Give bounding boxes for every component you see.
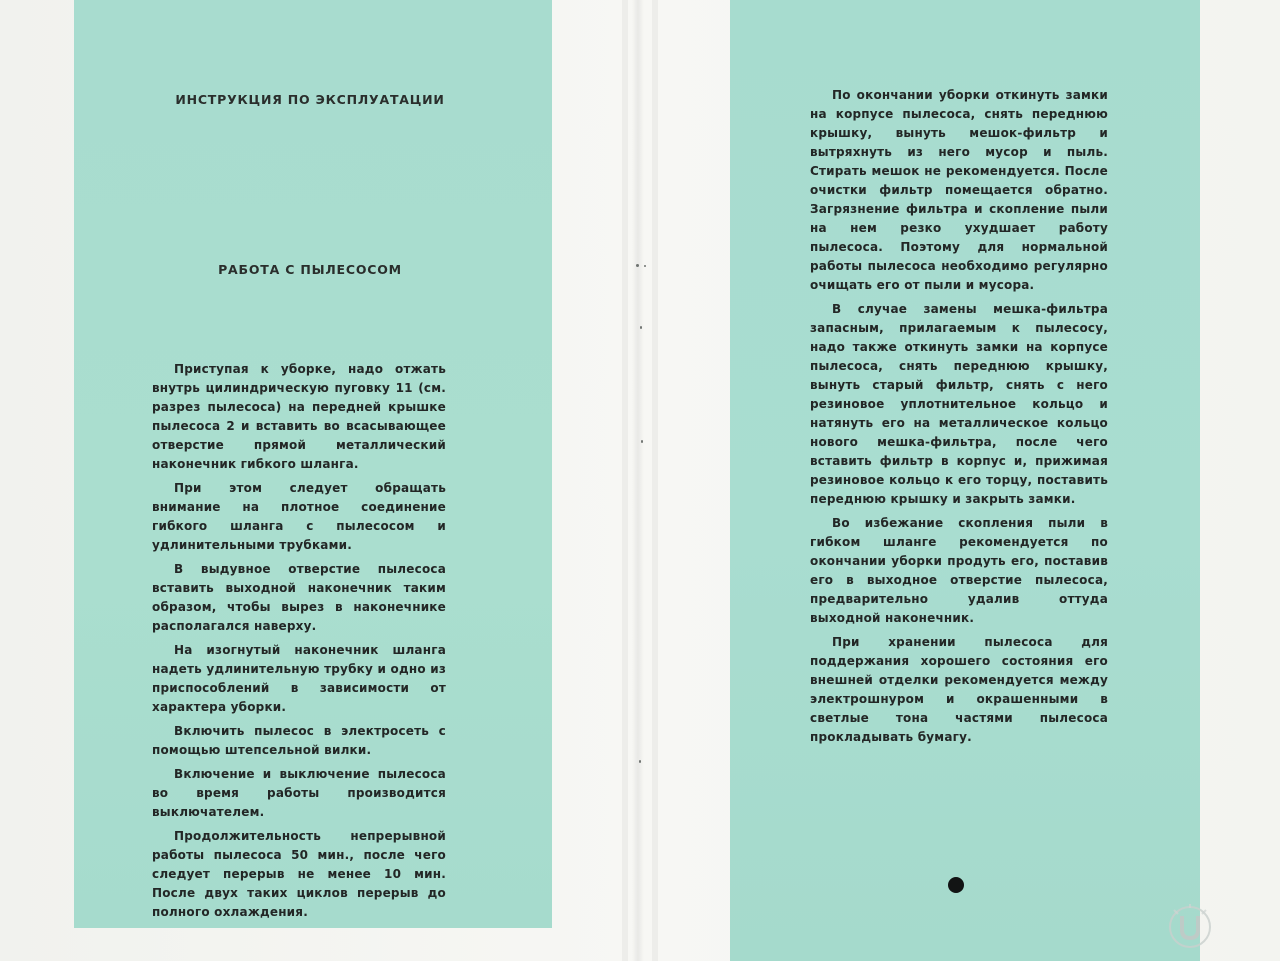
punched-hole-dot (948, 877, 964, 893)
section-title: РАБОТА С ПЫЛЕСОСОМ (218, 262, 402, 277)
right-page-text-column (810, 86, 1108, 747)
scan-speck (641, 440, 643, 443)
book-gutter (632, 0, 644, 961)
paragraph: Приступая к уборке, надо отжать внутрь цилиндрическую пуговку 11 (см. разрез пылесоса) на передней крышке пылесоса 2 и вставить во всасывающее отверстие прямой металлический наконечник гибкого шланга. (152, 362, 446, 471)
left-sheet-edge (622, 0, 628, 961)
paragraph: Во избежание скопления пыли в гибком шланге рекомендуется по окончании уборки продуть его, поставив его в выходное отверстие пылесоса, предварительно удалив оттуда выходной наконечник. (810, 516, 1108, 625)
paragraph: Включение и выключение пылесоса во время работы производится выключателем. (152, 767, 446, 819)
scan-speck (636, 264, 639, 267)
scan-speck (639, 760, 641, 763)
page-title: ИНСТРУКЦИЯ ПО ЭКСПЛУАТАЦИИ (175, 92, 445, 107)
paragraph: По окончании уборки откинуть замки на корпусе пылесоса, снять переднюю крышку, вынуть мешок-фильтр и вытряхнуть из него мусор и пыль. Стирать мешок не рекомендуется. После очистки фильтр помещается обратно. Загрязнение фильтра и скопление пыли на нем резко ухудшает работу пылесоса. Поэтому для нормальной работы пылесоса необходимо регулярно очищать его от пыли и мусора. (810, 88, 1108, 292)
left-page-text-column (152, 360, 446, 922)
right-sheet-edge (652, 0, 658, 961)
paragraph: При хранении пылесоса для поддержания хорошего состояния его внешней отделки рекомендуется между электрошнуром и окрашенными в светлые тона частями пылесоса прокладывать бумагу. (810, 635, 1108, 744)
scan-speck (640, 326, 642, 329)
paragraph: Продолжительность непрерывной работы пылесоса 50 мин., после чего следует перерыв не менее 10 мин. После двух таких циклов перерыв до полного охлаждения. (152, 829, 446, 919)
paragraph: На изогнутый наконечник шланга надеть удлинительную трубку и одно из приспособлений в зависимости от характера уборки. (152, 643, 446, 714)
paragraph: В выдувное отверстие пылесоса вставить выходной наконечник таким образом, чтобы вырез в наконечнике располагался наверху. (152, 562, 446, 633)
corner-watermark-logo (1160, 900, 1220, 954)
paragraph: В случае замены мешка-фильтра запасным, прилагаемым к пылесосу, надо также откинуть замки на корпусе пылесоса, снять переднюю крышку, вынуть старый фильтр, снять с него резиновое уплотнительное кольцо и натянуть его на металлическое кольцо нового мешка-фильтра, после чего вставить фильтр в корпус и, прижимая резиновое кольцо к его торцу, поставить переднюю крышку и закрыть замки. (810, 302, 1108, 506)
paragraph: При этом следует обращать внимание на плотное соединение гибкого шланга с пылесосом и удлинительными трубками. (152, 481, 446, 552)
scan-speck (644, 265, 646, 267)
paragraph: Включить пылесос в электросеть с помощью штепсельной вилки. (152, 724, 446, 757)
